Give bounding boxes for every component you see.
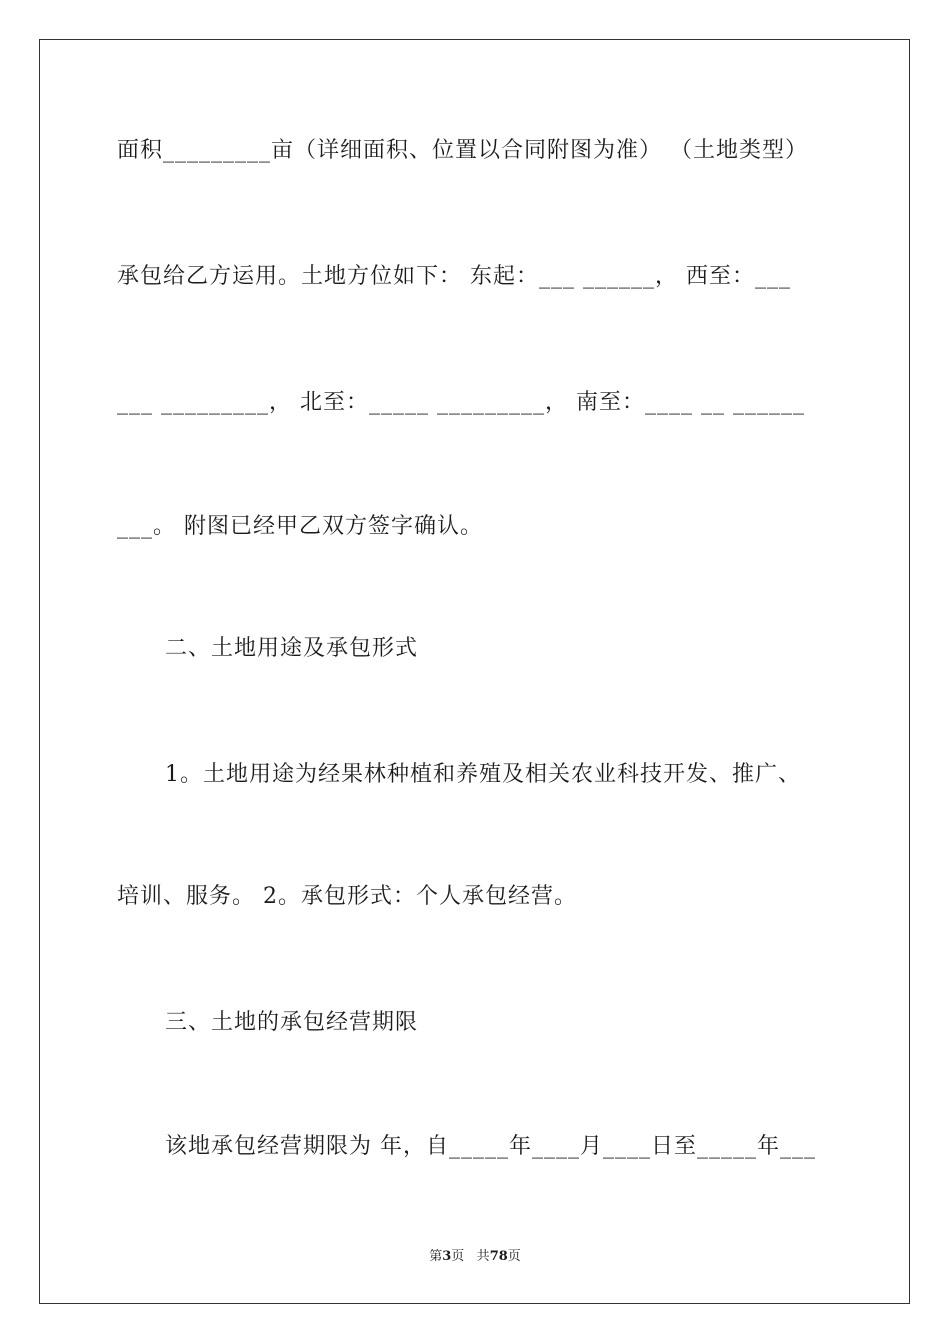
footer-total-suffix: 页 bbox=[507, 1249, 521, 1264]
footer-total-number: 78 bbox=[489, 1249, 508, 1264]
text-line-6: 1。土地用途为经果林种植和养殖及相关农业科技开发、推广、 bbox=[165, 762, 801, 787]
footer-prefix: 第 bbox=[429, 1249, 443, 1264]
section-heading-3: 三、土地的承包经营期限 bbox=[165, 1010, 419, 1035]
section-heading-2: 二、土地用途及承包形式 bbox=[165, 636, 419, 661]
footer-page-suffix: 页 bbox=[451, 1249, 465, 1264]
footer-total-prefix: 共 bbox=[476, 1249, 490, 1264]
page-footer bbox=[0, 1248, 950, 1266]
text-line-9: 该地承包经营期限为 年，自_____年____月____日至_____年___ bbox=[165, 1134, 816, 1159]
footer-page-number: 3 bbox=[442, 1249, 452, 1264]
text-line-3: ___ _________， 北至：_____ _________， 南至：____ __ ______ bbox=[117, 390, 805, 415]
text-line-7: 培训、服务。 2。承包形式：个人承包经营。 bbox=[117, 884, 577, 909]
page-frame bbox=[39, 39, 910, 1304]
text-line-1: 面积_________亩（详细面积、位置以合同附图为准） （土地类型） bbox=[117, 138, 808, 163]
text-line-4: ___。 附图已经甲乙双方签字确认。 bbox=[117, 514, 483, 539]
text-line-2: 承包给乙方运用。土地方位如下： 东起：___ ______， 西至：___ bbox=[117, 264, 791, 289]
